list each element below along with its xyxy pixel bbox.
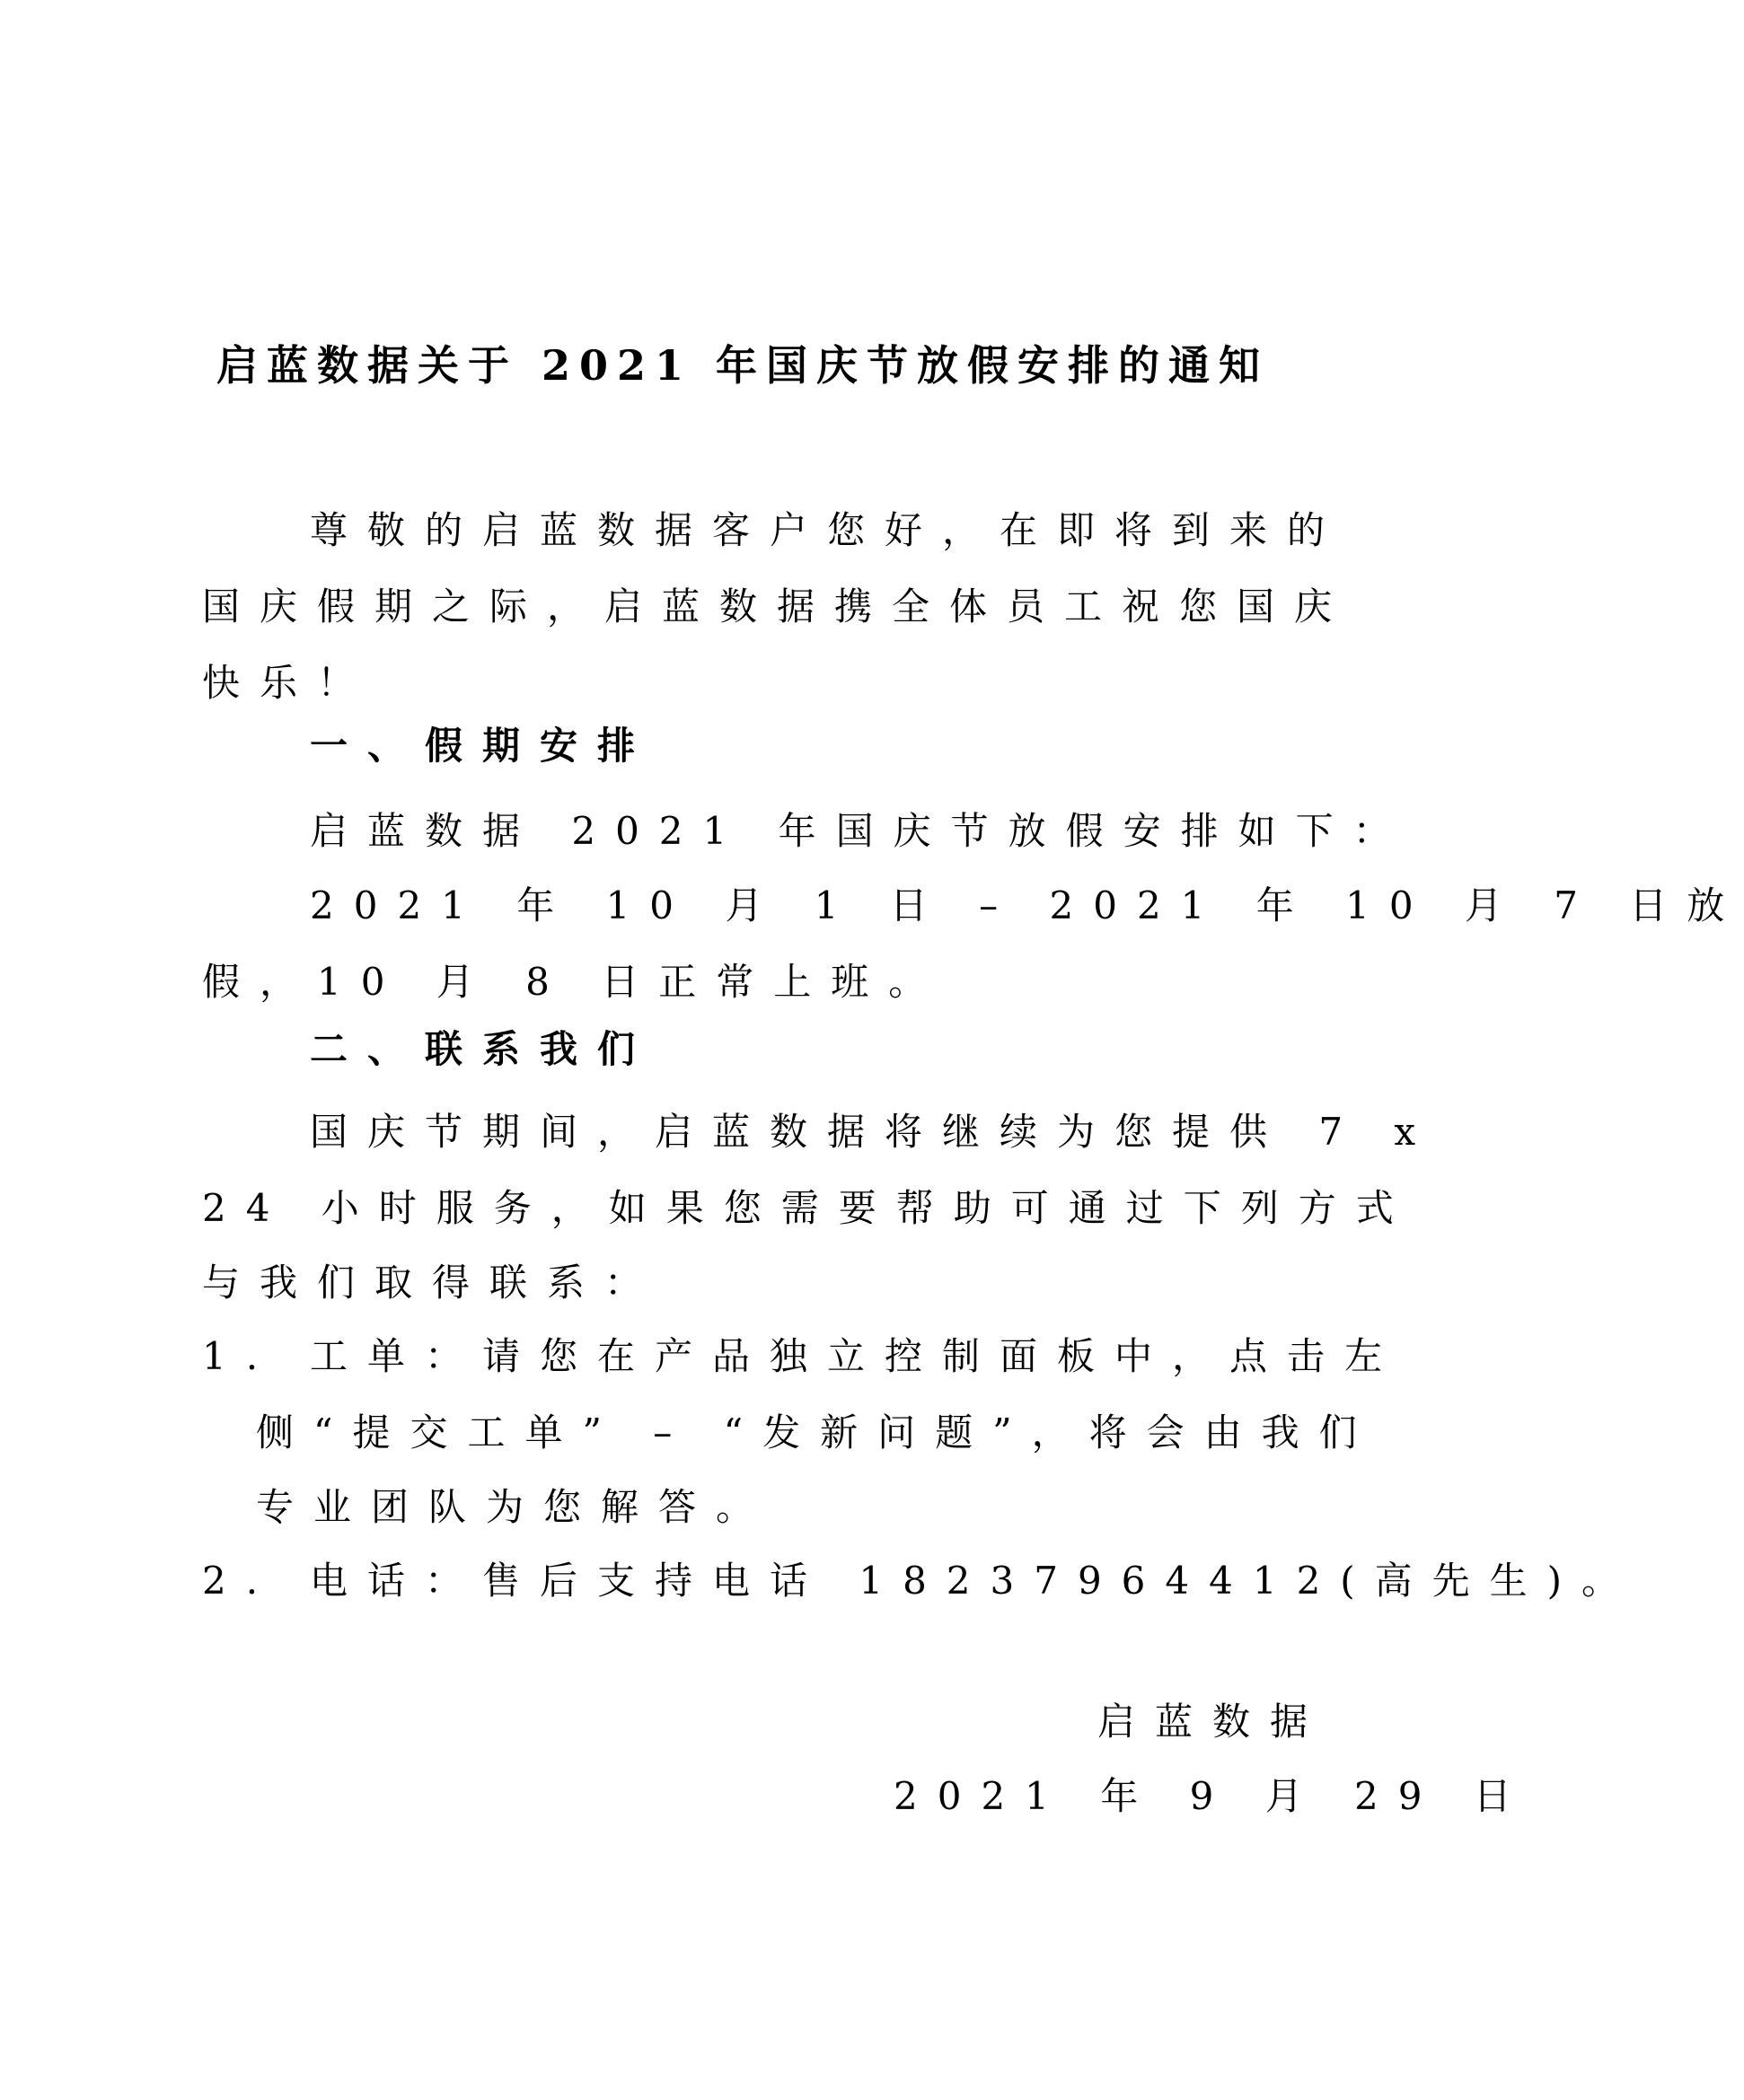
list-item-1-line-1: 工单：请您在产品独立控制面板中，点击左 [310, 1334, 1403, 1378]
greeting-line-2: 国庆假期之际，启蓝数据携全体员工祝您国庆 [202, 584, 1352, 628]
section-1-detail-line-1: 2021 年 10 月 1 日 – 2021 年 10 月 7 日放 [310, 883, 1744, 927]
signature-company: 启蓝数据 [1097, 1700, 1328, 1744]
list-item-number: 2. [202, 1559, 278, 1603]
document-title: 启蓝数据关于 2021 年国庆节放假安排的通知 [216, 341, 1270, 390]
section-2-heading: 二、联系我们 [310, 1027, 656, 1071]
signature-date: 2021 年 9 月 29 日 [894, 1774, 1531, 1818]
greeting-line-3: 快乐！ [202, 661, 375, 705]
section-1-detail-line-2: 假，10 月 8 日正常上班。 [202, 960, 947, 1004]
section-2-intro-line-1: 国庆节期间，启蓝数据将继续为您提供 7 x [310, 1110, 1436, 1154]
list-item-2-line-1: 电话：售后支持电话 18237964412(高先生)。 [310, 1559, 1640, 1603]
list-item-1-line-3: 专业团队为您解答。 [256, 1485, 774, 1529]
section-1-intro: 启蓝数据 2021 年国庆节放假安排如下： [310, 809, 1411, 853]
section-2-intro-line-3: 与我们取得联系： [202, 1261, 663, 1305]
section-2-intro-line-2: 24 小时服务，如果您需要帮助可通过下列方式 [202, 1186, 1414, 1230]
list-item-1-line-2: 侧“提交工单” – “发新问题”，将会由我们 [256, 1410, 1377, 1454]
list-item-number: 1. [202, 1334, 278, 1378]
section-1-heading: 一、假期安排 [310, 724, 656, 768]
greeting-line-1: 尊敬的启蓝数据客户您好，在即将到来的 [310, 508, 1345, 552]
